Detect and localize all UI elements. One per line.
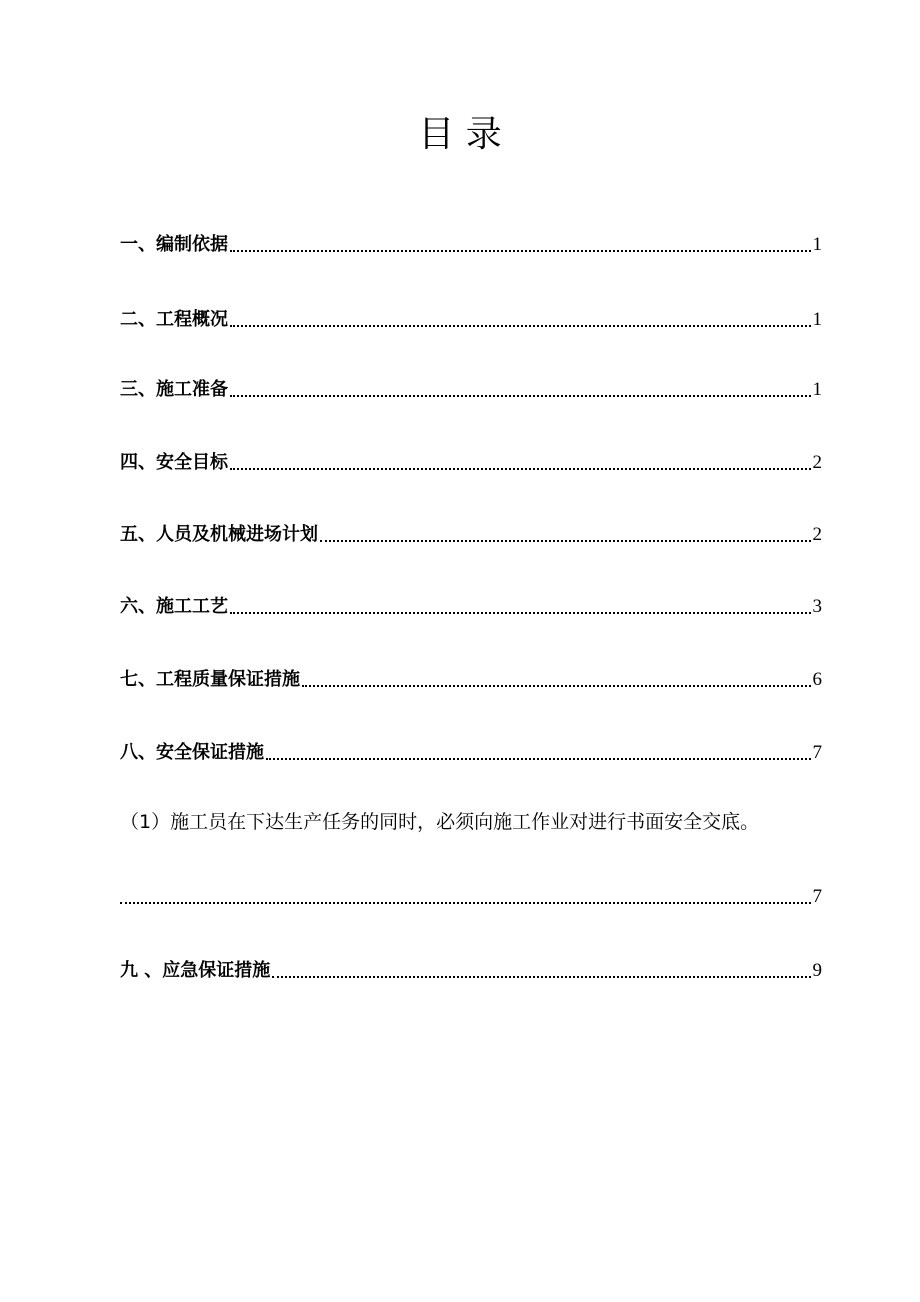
dot-leader: [230, 612, 811, 614]
toc-entry[interactable]: [120, 736, 822, 766]
toc-entry-label: 七、工程质量保证措施: [120, 669, 300, 690]
toc-entry-page: 9: [812, 960, 822, 981]
toc-entry-label: 四、安全目标: [120, 452, 228, 473]
toc-entry-page: 7: [812, 742, 822, 763]
toc-entry-page: 2: [812, 524, 822, 545]
toc-entry-page: 1: [812, 309, 822, 330]
toc-entry-label: 二、工程概况: [120, 309, 228, 330]
dot-leader: [230, 325, 811, 327]
toc-entry[interactable]: [120, 446, 822, 476]
toc-entry[interactable]: [120, 373, 822, 403]
toc-entry-page: 3: [812, 596, 822, 617]
toc-entry[interactable]: [120, 590, 822, 620]
dot-leader: [120, 902, 811, 904]
toc-entry-label: 五、人员及机械进场计划: [120, 524, 318, 545]
toc-entry-page: 1: [812, 379, 822, 400]
dot-leader: [302, 685, 811, 687]
toc-entry-label: 六、施工工艺: [120, 596, 228, 617]
toc-entry-label: 八、安全保证措施: [120, 742, 264, 763]
toc-subentry-leader-row[interactable]: [120, 880, 822, 910]
toc-entry-label: 三、施工准备: [120, 379, 228, 400]
toc-subentry-text[interactable]: （1）施工员在下达生产任务的同时，必须向施工作业对进行书面安全交底。: [120, 811, 760, 833]
toc-entry-page: 2: [812, 452, 822, 473]
dot-leader: [230, 395, 811, 397]
dot-leader: [266, 758, 811, 760]
toc-entry-page: 1: [812, 234, 822, 255]
dot-leader: [272, 976, 810, 978]
dot-leader: [320, 540, 811, 542]
toc-subentry-page: 7: [812, 886, 822, 907]
toc-entry-page: 6: [812, 669, 822, 690]
dot-leader: [230, 468, 811, 470]
toc-entry[interactable]: [120, 303, 822, 333]
toc-entry[interactable]: [120, 663, 822, 693]
dot-leader: [230, 250, 811, 252]
page-title: 目 录: [418, 114, 502, 155]
toc-entry-label: 一、编制依据: [120, 234, 228, 255]
toc-entry[interactable]: [120, 518, 822, 548]
toc-entry[interactable]: [120, 228, 822, 258]
toc-entry[interactable]: [120, 954, 822, 984]
toc-entry-label: 九 、应急保证措施: [120, 960, 271, 981]
